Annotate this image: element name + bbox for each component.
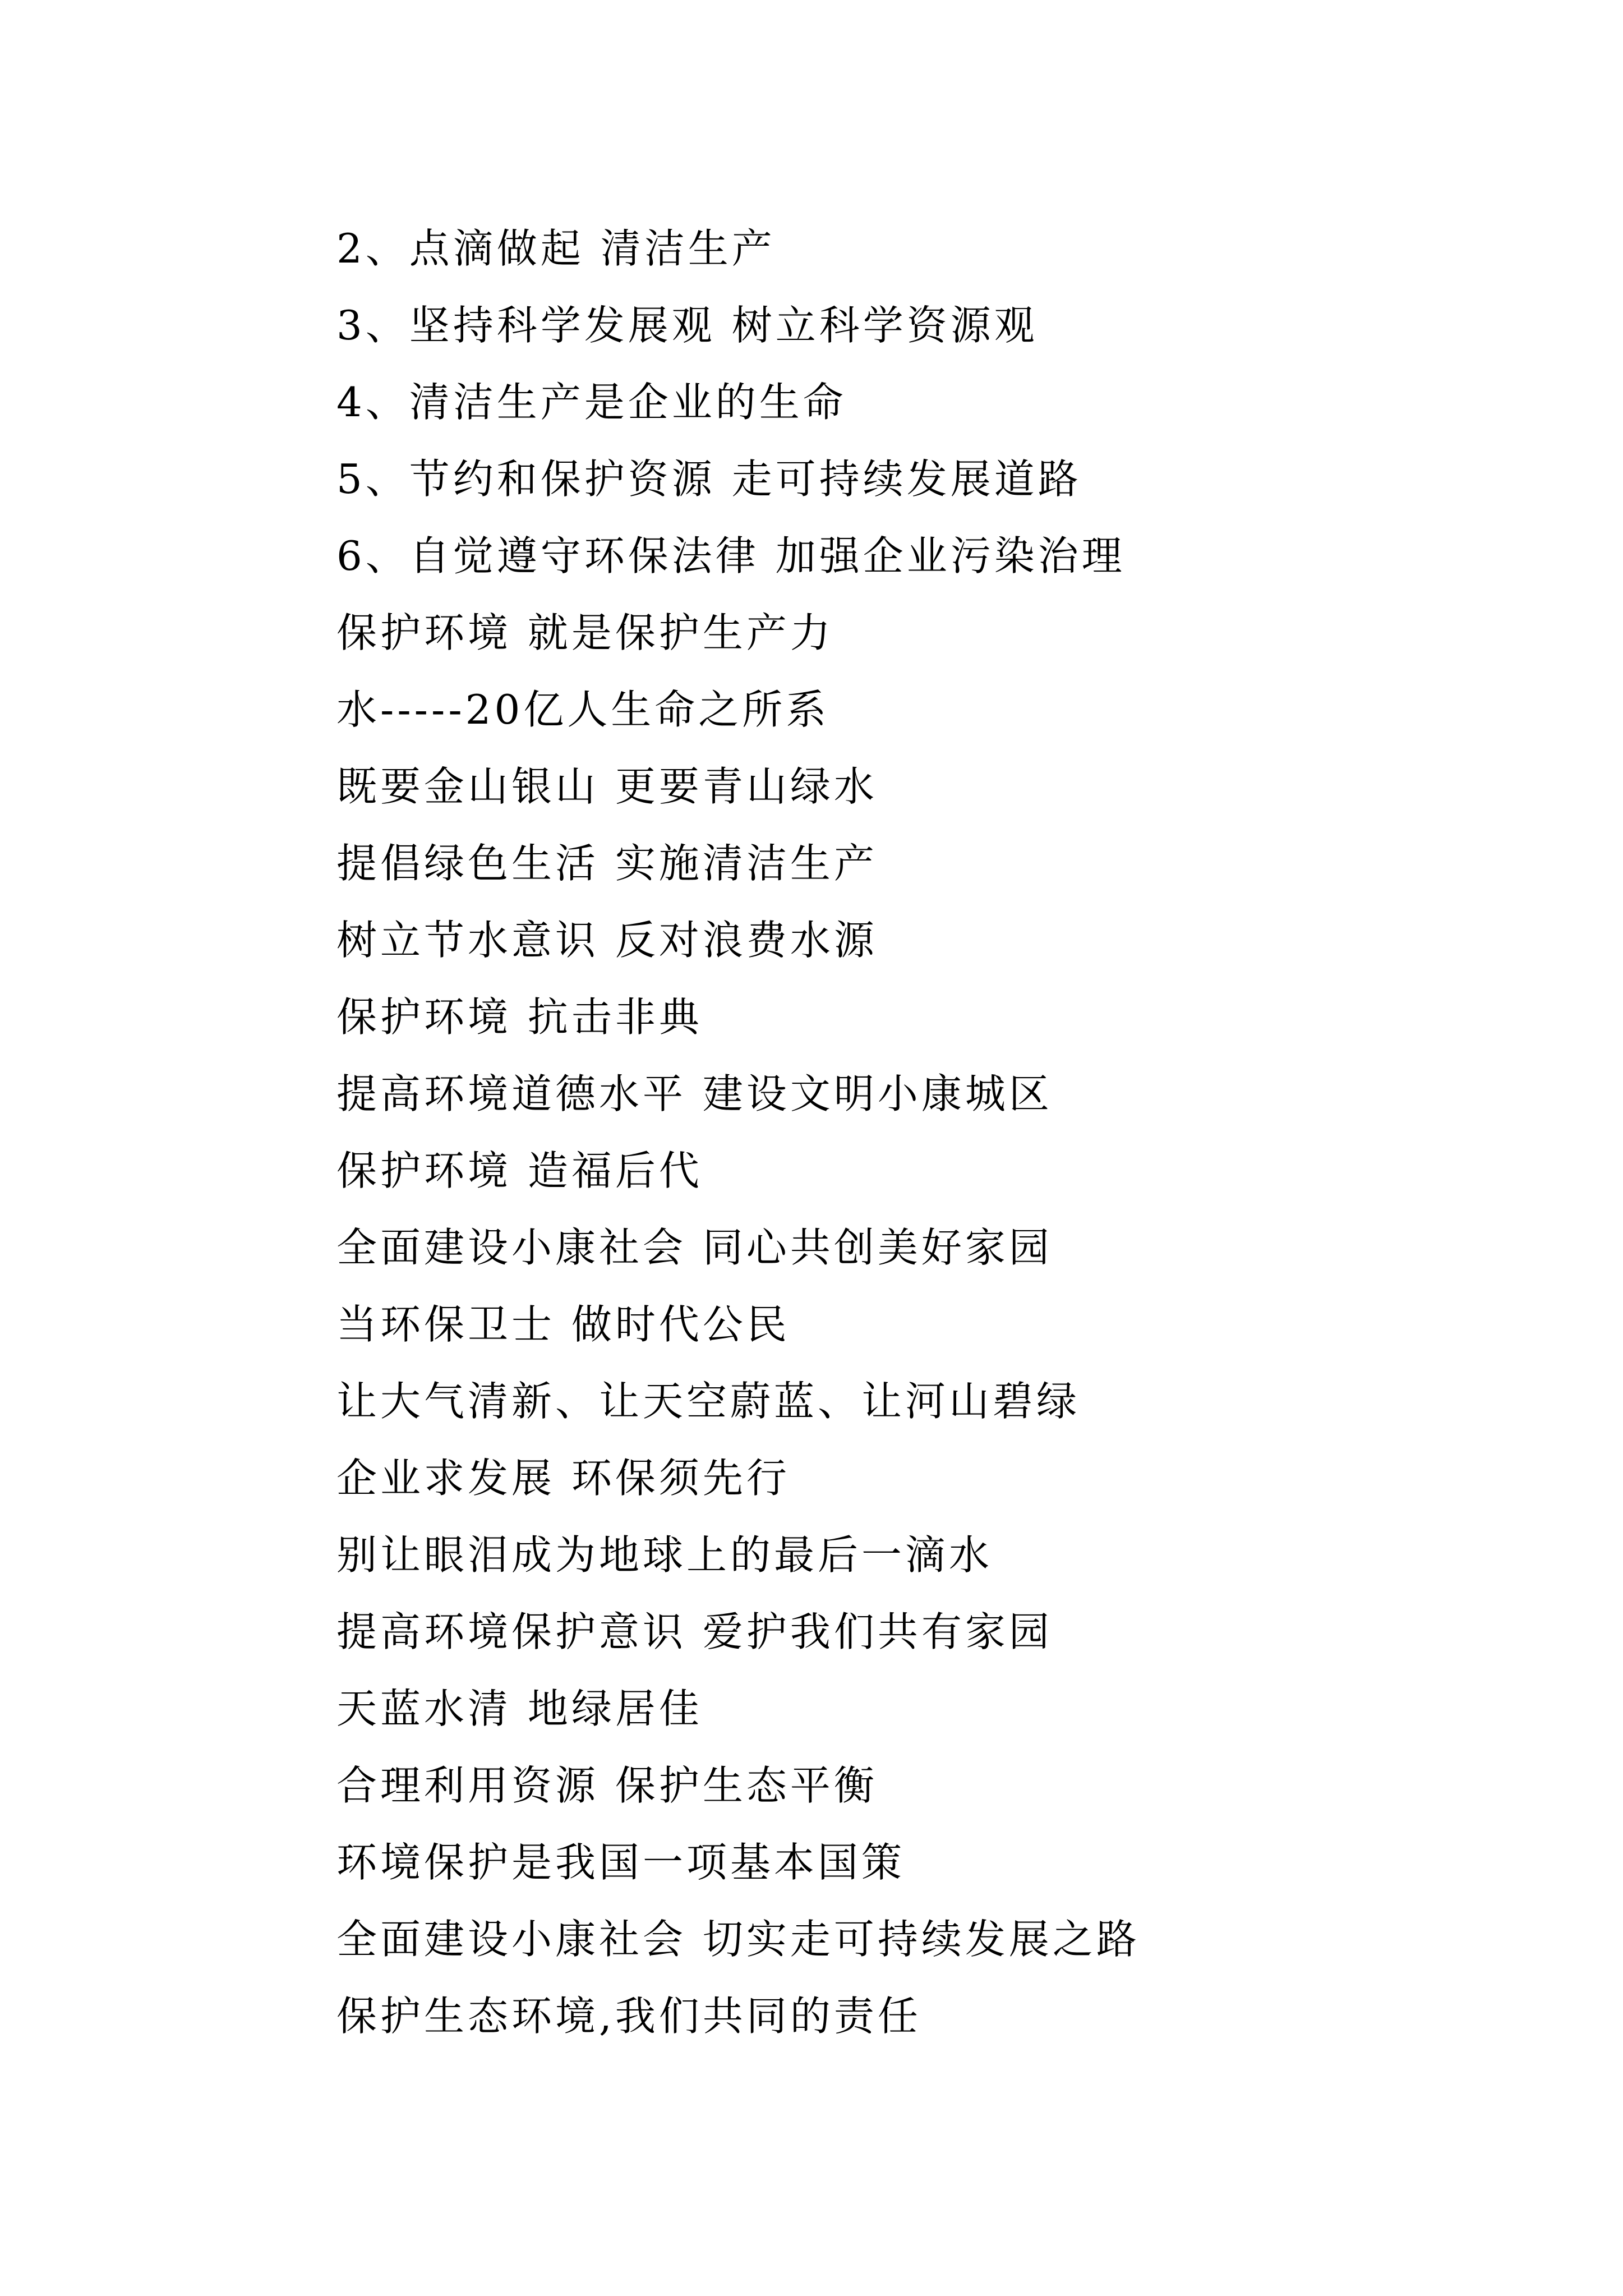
slogan-line: 4、清洁生产是企业的生命 — [336, 379, 847, 426]
slogan-line: 既要金山银山 更要青山绿水 — [336, 763, 878, 810]
slogan-line: 3、坚持科学发展观 树立科学资源观 — [336, 302, 1038, 349]
slogan-line: 全面建设小康社会 切实走可持续发展之路 — [336, 1916, 1140, 1963]
slogan-line: 合理利用资源 保护生态平衡 — [336, 1762, 878, 1809]
slogan-line: 提倡绿色生活 实施清洁生产 — [336, 840, 878, 887]
slogan-list — [336, 210, 1514, 2055]
slogan-line: 6、自觉遵守环保法律 加强企业污染治理 — [336, 532, 1126, 579]
slogan-line: 天蓝水清 地绿居佳 — [336, 1685, 703, 1732]
slogan-line: 别让眼泪成为地球上的最后一滴水 — [336, 1531, 993, 1579]
slogan-line: 全面建设小康社会 同心共创美好家园 — [336, 1224, 1053, 1271]
slogan-line: 保护生态环境,我们共同的责任 — [336, 1993, 921, 2040]
slogan-line: 2、点滴做起 清洁生产 — [336, 225, 776, 272]
slogan-line: 保护环境 就是保护生产力 — [336, 609, 834, 656]
slogan-line: 5、节约和保护资源 走可持续发展道路 — [336, 455, 1082, 503]
slogan-line: 当环保卫士 做时代公民 — [336, 1301, 790, 1348]
slogan-line: 提高环境保护意识 爱护我们共有家园 — [336, 1608, 1053, 1655]
slogan-line: 水-----20亿人生命之所系 — [336, 686, 830, 733]
slogan-line: 保护环境 抗击非典 — [336, 993, 703, 1041]
slogan-line: 树立节水意识 反对浪费水源 — [336, 917, 878, 964]
slogan-line: 企业求发展 环保须先行 — [336, 1455, 790, 1502]
slogan-line: 环境保护是我国一项基本国策 — [336, 1839, 906, 1886]
slogan-line: 提高环境道德水平 建设文明小康城区 — [336, 1070, 1053, 1117]
slogan-line: 让大气清新、让天空蔚蓝、让河山碧绿 — [336, 1378, 1081, 1425]
slogan-line: 保护环境 造福后代 — [336, 1147, 703, 1194]
